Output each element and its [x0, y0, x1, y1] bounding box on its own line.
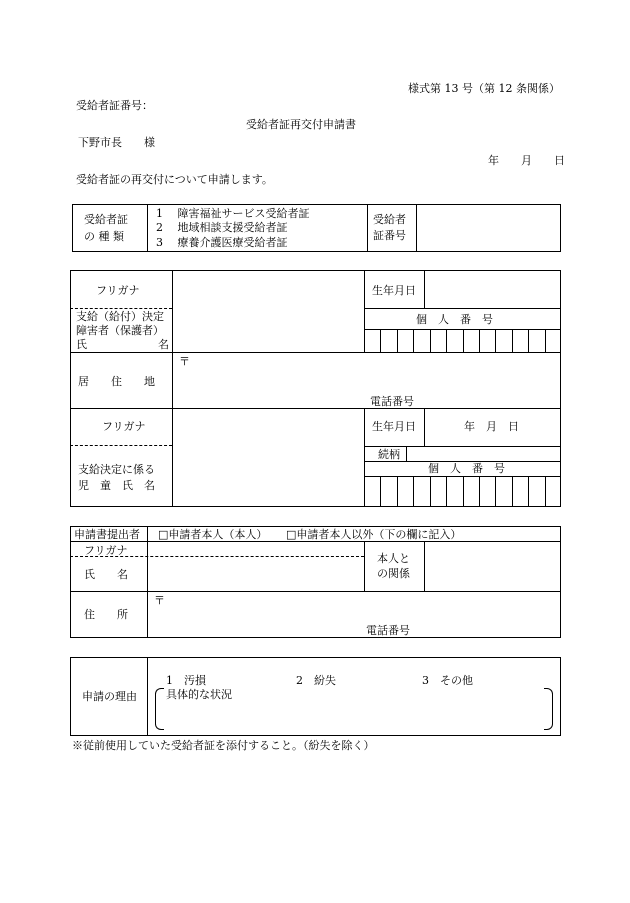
name-label-3a: 氏: [76, 338, 87, 351]
furigana-label: フリガナ: [96, 284, 140, 297]
recipient-number-label: 受給者証番号：: [76, 99, 153, 112]
relation-label-2: の関係: [377, 567, 410, 580]
digit-cell-divider: [512, 329, 513, 352]
child-furigana-label: フリガナ: [102, 420, 146, 433]
addressee: 下野市長 様: [78, 136, 155, 149]
submitter-name-label: 氏 名: [84, 568, 128, 581]
digit-cell-divider: [413, 476, 414, 507]
left-bracket-icon: [155, 688, 164, 730]
intro-text: 受給者証の再交付について申請します。: [76, 173, 273, 186]
digit-cell-divider: [380, 476, 381, 507]
digit-cell-divider: [446, 476, 447, 507]
right-bracket-icon: [544, 688, 553, 730]
submitter-address-label: 住 所: [84, 608, 128, 621]
digit-cell-divider: [479, 476, 480, 507]
cert-option-3[interactable]: 3 療養介護医療受給者証: [156, 236, 288, 249]
digit-cell-divider: [413, 329, 414, 352]
relation-label-1: 本人と: [377, 552, 410, 565]
submitter-label: 申請書提出者: [74, 528, 140, 541]
digit-cell-divider: [430, 476, 431, 507]
digit-cell-divider: [479, 329, 480, 352]
digit-cell-divider: [528, 476, 529, 507]
child-name-label-1: 支給決定に係る: [78, 463, 155, 476]
cert-option-1[interactable]: 1 障害福祉サービス受給者証: [156, 207, 310, 220]
digit-cell-divider: [512, 476, 513, 507]
cert-number-label-2: 証番号: [373, 229, 406, 242]
child-date-field[interactable]: 年 月 日: [464, 420, 519, 433]
individual-number-label: 個 人 番 号: [416, 313, 493, 326]
digit-cell-divider: [380, 329, 381, 352]
submitter-postal-mark: 〒: [154, 594, 165, 607]
cert-type-label-2: の 種 類: [84, 230, 124, 243]
digit-cell-divider: [545, 329, 546, 352]
name-label-2: 障害者（保護者）: [76, 324, 164, 337]
postal-mark: 〒: [179, 355, 190, 368]
submitter-phone-label: 電話番号: [366, 624, 410, 637]
submitter-furigana-label: フリガナ: [84, 544, 128, 557]
digit-cell-divider: [545, 476, 546, 507]
page-title: 受給者証再交付申請書: [246, 118, 356, 131]
reason-option-2[interactable]: 2 紛失: [296, 674, 336, 687]
digit-cell-divider: [446, 329, 447, 352]
address-label: 居 住 地: [78, 375, 155, 388]
digit-cell-divider: [495, 329, 496, 352]
reason-detail-label: 具体的な状況: [166, 688, 232, 701]
form-number: 様式第 13 号（第 12 条関係）: [408, 82, 560, 95]
digit-cell-divider: [463, 329, 464, 352]
phone-label: 電話番号: [370, 395, 414, 408]
submitter-self-checkbox[interactable]: □申請者本人（本人）: [158, 528, 268, 541]
digit-cell-divider: [430, 329, 431, 352]
digit-cell-divider: [528, 329, 529, 352]
name-label-3b: 名: [158, 338, 169, 351]
submitter-table: [70, 526, 561, 638]
relationship-label: 続柄: [378, 448, 400, 461]
name-label-1: 支給（給付）決定: [76, 310, 164, 323]
cert-number-label-1: 受給者: [373, 213, 406, 226]
date-field[interactable]: 年 月 日: [488, 154, 565, 167]
reason-detail-input[interactable]: [170, 702, 540, 726]
submitter-other-checkbox[interactable]: □申請者本人以外（下の欄に記入）: [286, 528, 462, 541]
cert-type-label-1: 受給者証: [84, 213, 128, 226]
cert-number-input[interactable]: [420, 209, 556, 247]
birthdate-label: 生年月日: [372, 284, 416, 297]
child-name-label-2: 児 童 氏 名: [78, 479, 155, 492]
digit-cell-divider: [397, 476, 398, 507]
digit-cell-divider: [397, 329, 398, 352]
reason-label: 申請の理由: [82, 690, 137, 703]
child-individual-number-label: 個 人 番 号: [428, 462, 505, 475]
child-birthdate-label: 生年月日: [372, 420, 416, 433]
reason-option-1[interactable]: 1 汚損: [166, 674, 206, 687]
digit-cell-divider: [495, 476, 496, 507]
digit-cell-divider: [463, 476, 464, 507]
reason-option-3[interactable]: 3 その他: [422, 674, 473, 687]
cert-option-2[interactable]: 2 地域相談支援受給者証: [156, 221, 288, 234]
footnote: ※従前使用していた受給者証を添付すること。（紛失を除く）: [72, 739, 375, 752]
